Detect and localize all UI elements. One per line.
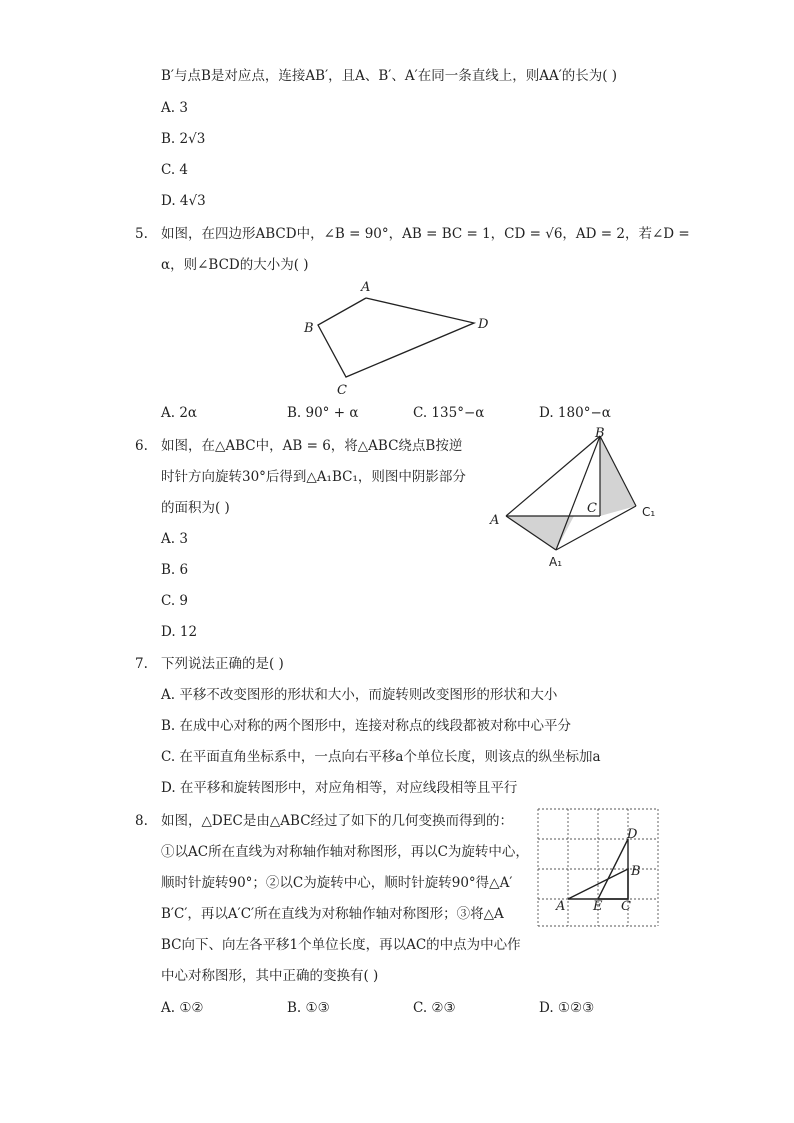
q6-stem-line1: 如图，在△ABC中，AB = 6，将△ABC绕点B按逆 (161, 438, 463, 454)
q8-number: 8. (135, 813, 148, 829)
q8-label-d: D (627, 827, 638, 842)
q6-number: 6. (135, 438, 148, 454)
q8-option-d: D. ①②③ (539, 1000, 595, 1016)
q6-option-d: D. 12 (161, 624, 198, 640)
q6-label-c: C (587, 501, 597, 516)
q6-option-a: A. 3 (161, 531, 188, 547)
q5-label-d: D (478, 317, 489, 332)
q5-option-a: A. 2α (161, 405, 198, 421)
q5-figure-quadrilateral (300, 276, 500, 401)
q5-label-c: C (337, 383, 347, 398)
q7-stem: 下列说法正确的是( ) (161, 656, 284, 672)
q6-option-c: C. 9 (161, 593, 189, 609)
q8-stem-line4: B′C′，再以A′C′所在直线为对称轴作轴对称图形；③将△A (161, 906, 504, 922)
q8-option-a: A. ①② (161, 1000, 204, 1016)
q4-option-b: B. 2√3 (161, 131, 206, 147)
q5-stem-line1: 如图，在四边形ABCD中，∠B = 90°，AB = BC = 1，CD = √6，AD = 2，若∠D = (161, 226, 690, 242)
q8-stem-line2: ①以AC所在直线为对称轴作轴对称图形，再以C为旋转中心， (161, 844, 529, 860)
q8-label-e: E (593, 899, 603, 914)
q6-line-ba1 (556, 436, 600, 550)
q6-option-b: B. 6 (161, 562, 189, 578)
q4-option-a: A. 3 (161, 100, 188, 116)
q8-label-a: A (556, 899, 566, 914)
q8-option-c: C. ②③ (413, 1000, 456, 1016)
q8-stem-line3: 顺时针旋转90°；②以C为旋转中心，顺时针旋转90°得△A′ (161, 875, 513, 891)
q8-label-c: C (621, 899, 631, 914)
q8-label-b: B (631, 864, 641, 879)
q8-figure-grid (537, 808, 659, 930)
q5-option-d: D. 180°−α (539, 405, 611, 421)
q5-option-b: B. 90° + α (287, 405, 359, 421)
q5-label-a: A (361, 280, 371, 295)
q7-option-c: C. 在平面直角坐标系中，一点向右平移a个单位长度，则该点的纵坐标加a (161, 749, 601, 765)
q4-option-c: C. 4 (161, 162, 189, 178)
q7-option-a: A. 平移不改变图形的形状和大小，而旋转则改变图形的形状和大小 (161, 687, 558, 703)
q6-label-b: B (595, 426, 605, 441)
q8-stem-line1: 如图，△DEC是由△ABC经过了如下的几何变换而得到的： (161, 813, 514, 829)
q6-shaded-right (600, 436, 636, 516)
q6-stem-line2: 时针方向旋转30°后得到△A₁BC₁，则图中阴影部分 (161, 469, 466, 485)
q5-option-c: C. 135°−α (413, 405, 485, 421)
q6-label-c1: C₁ (642, 505, 656, 519)
q5-label-b: B (304, 321, 314, 336)
q4-stem-tail: B′与点B是对应点，连接AB′，且A、B′、A′在同一条直线上，则AA′的长为( ) (161, 68, 618, 84)
q8-stem-line6: 中心对称图形，其中正确的变换有( ) (161, 968, 379, 984)
q8-stem-line5: BC向下、向左各平移1个单位长度，再以AC的中点为中心作 (161, 937, 521, 953)
q5-stem-line2: α，则∠BCD的大小为( ) (161, 257, 309, 273)
q7-number: 7. (135, 656, 148, 672)
q6-figure-rotation (488, 424, 668, 574)
q5-number: 5. (135, 226, 148, 242)
q6-line-ab (506, 436, 600, 516)
q6-label-a: A (490, 513, 500, 528)
q7-option-b: B. 在成中心对称的两个图形中，连接对称点的线段都被对称中心平分 (161, 718, 572, 734)
q8-option-b: B. ①③ (287, 1000, 330, 1016)
q6-label-a1: A₁ (549, 555, 563, 569)
q6-stem-line3: 的面积为( ) (161, 500, 230, 516)
q7-option-d: D. 在平移和旋转图形中，对应角相等，对应线段相等且平行 (161, 780, 518, 796)
q4-option-d: D. 4√3 (161, 193, 206, 209)
q5-figure-outline (318, 298, 474, 377)
q6-shaded-left (506, 516, 574, 550)
